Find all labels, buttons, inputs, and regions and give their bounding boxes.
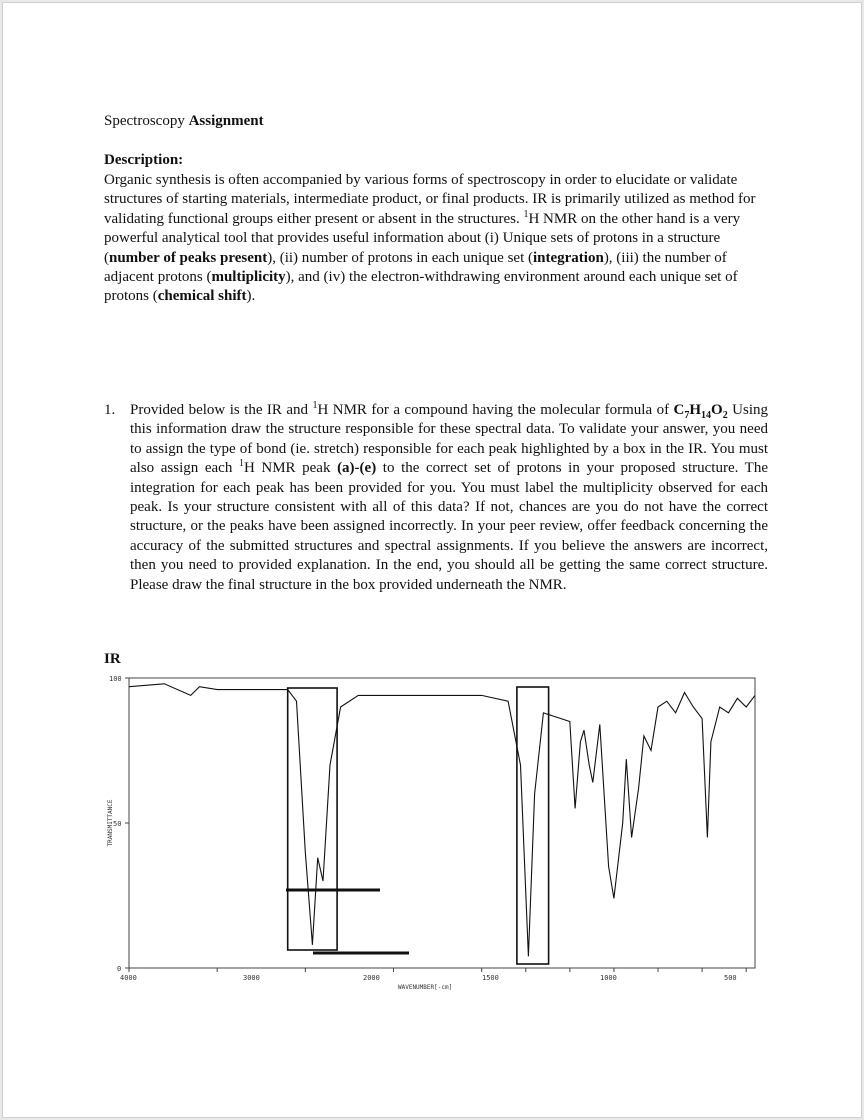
y-axis-label: TRANSMITTANCE	[107, 799, 114, 847]
ir-spectrum-line	[129, 684, 755, 957]
x-axis-label: WAVENUMBER[-cm]	[398, 984, 453, 991]
x-tick-1000: 1000	[600, 974, 617, 982]
ir-label: IR	[104, 651, 121, 667]
x-tick-2000: 2000	[363, 974, 380, 982]
y-tick-0: 0	[117, 965, 122, 973]
ir-plot-frame	[129, 678, 755, 968]
description-heading: Description:	[104, 152, 184, 168]
x-tick-4000: 4000	[120, 974, 137, 982]
highlight-box-2	[517, 687, 549, 964]
x-tick-500: 500	[724, 974, 737, 982]
y-tick-100: 100	[109, 675, 122, 683]
question-text: Provided below is the IR and $^1$H NMR for a compound having the molecular formula of $C_7H_{14}O_2$ Using this information draw the structure responsible for these spectral data. To validate your answer, you need to assign the type of bond (ie. stretch) responsible for each peak highlighted by a box in the IR. You must also assign each $^1$H NMR peak (a)-(e) to the correct set of protons in your proposed structure. The integration for each peak has been provided for you. You must label the multiplicity observed for each peak. Is your structure consistent with all of this data? If not, chances are you do not have the correct structure, or the peaks have been assigned incorrectly. In your peer review, offer feedback concerning the accuracy of the submitted structures and spectral assignments. If you believe the answers are incorrect, then you need to provided explanation. In the end, you should all be getting the same correct structure. Please draw the final structure in the box provided underneath the NMR.	[130, 400, 768, 593]
y-tick-50: 50	[113, 820, 122, 828]
question-number: 1.	[104, 402, 116, 418]
highlight-box-1	[288, 688, 337, 950]
x-tick-3000: 3000	[243, 974, 260, 982]
x-tick-1500: 1500	[482, 974, 499, 982]
description-paragraph: Organic synthesis is often accompanied by various forms of spectroscopy in order to elucidate or validate structures of starting materials, intermediate product, or final products. IR is primarily utilized as method for validating functional groups either present or absent in the structures. $^1$H NMR on the other hand is a very powerful analytical tool that provides useful information about (i) Unique sets of protons in a structure (number of peaks present), (ii) number of protons in each unique set (integration), (iii) the number of adjacent protons (multiplicity), and (iv) the electron-withdrawing environment around each unique set of protons (chemical shift).	[104, 172, 756, 305]
page-title: Spectroscopy Assignment	[104, 113, 264, 129]
ir-axis-ticks	[125, 678, 746, 972]
